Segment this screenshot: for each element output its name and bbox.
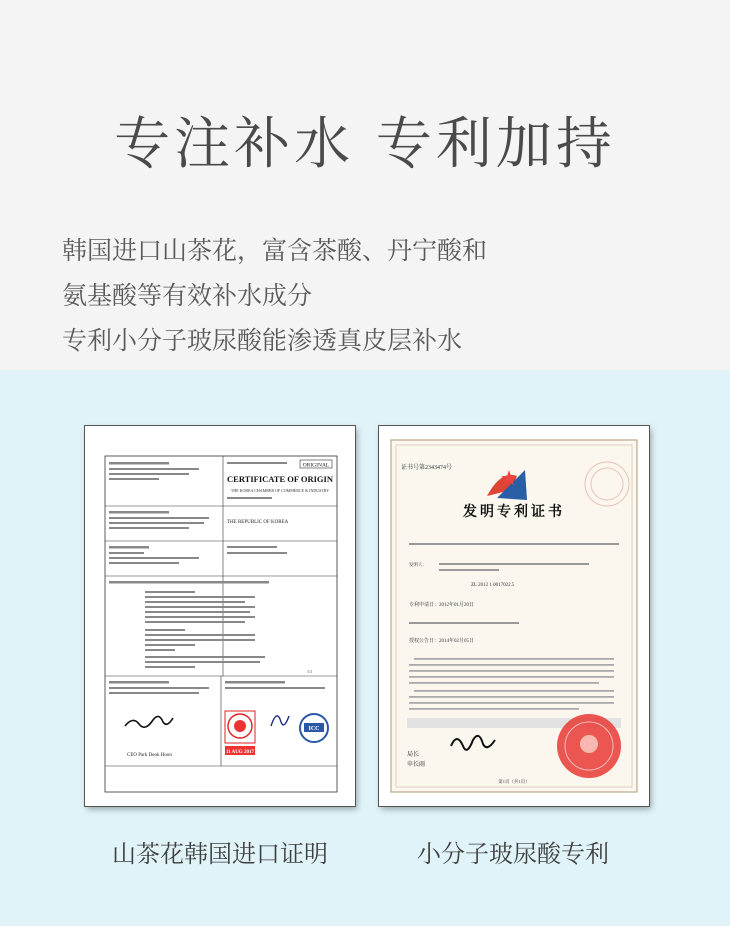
- description-line-3: 专利小分子玻尿酸能渗透真皮层补水: [62, 326, 463, 355]
- red-official-seal-icon: [557, 714, 621, 778]
- patent-page: 第1页（共1页）: [498, 779, 530, 784]
- officer-signature-icon: [271, 716, 289, 726]
- patent-title: 发明专利证书: [463, 505, 565, 520]
- icc-logo-icon: [300, 714, 328, 742]
- description-line-1: 韩国进口山茶花，富含茶酸、丹宁酸和: [62, 236, 488, 265]
- badge-original: ORIGINAL: [302, 462, 330, 469]
- signature-icon: [125, 716, 173, 727]
- description: [62, 228, 682, 363]
- patent-cert-no: 证书号第2343474号: [401, 465, 453, 471]
- origin-country: THE REPUBLIC OF KOREA: [227, 520, 289, 525]
- certificate-of-origin: [85, 426, 355, 806]
- origin-page: 1/1: [307, 669, 313, 674]
- svg-text:ICC: ICC: [308, 726, 320, 732]
- origin-signer: CEO Park Deok Hoon: [127, 753, 172, 758]
- caption-patent: 小分子玻尿酸专利: [417, 840, 609, 868]
- origin-issuer: THE KOREA CHAMBER OF COMMERCE & INDUSTRY: [230, 488, 330, 493]
- certificate-of-origin-drawing: [85, 426, 355, 806]
- caption-origin: 山茶花韩国进口证明: [112, 840, 328, 868]
- patent-app-date: 专利申请日：2012年01月20日: [409, 603, 475, 608]
- patent-grant-date: 授权公告日：2014年02月05日: [409, 639, 475, 644]
- red-seal-icon: [225, 711, 255, 755]
- origin-heading: CERTIFICATE OF ORIGIN: [227, 474, 333, 484]
- patent-number: ZL 2012 1 0017022.5: [471, 583, 515, 588]
- patent-certificate: [379, 426, 649, 806]
- headline: 专注补水 专利加持: [114, 112, 616, 177]
- header-section: [0, 0, 730, 370]
- description-line-2: 氨基酸等有效补水成分: [62, 281, 313, 310]
- origin-date-stamp: 11 AUG 2017: [225, 750, 255, 755]
- director-name: 申长雨: [407, 762, 426, 768]
- director-label: 局长: [407, 752, 420, 758]
- patent-certificate-drawing: [379, 426, 649, 806]
- patent-inventor-label: 发明人：: [409, 562, 427, 567]
